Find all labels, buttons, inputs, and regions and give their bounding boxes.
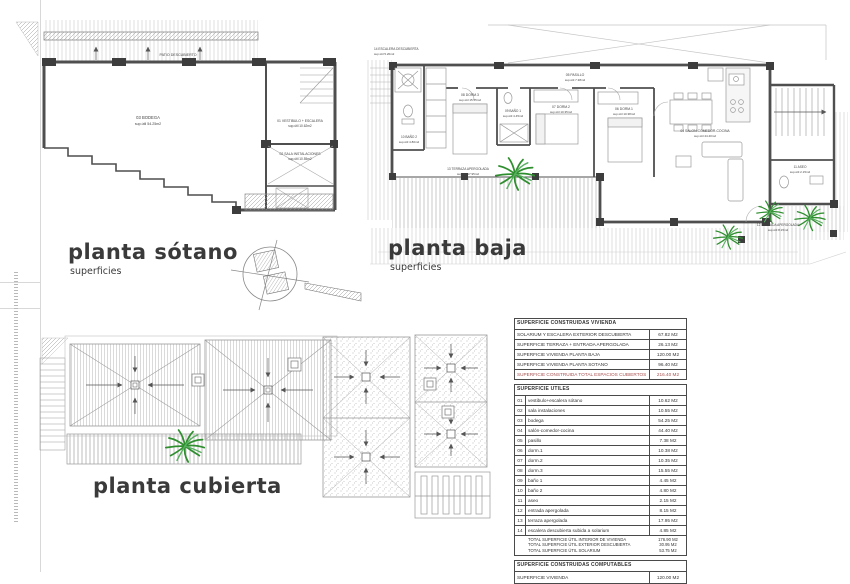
svg-text:sup.útil 5.20m2: sup.útil 5.20m2	[374, 52, 395, 56]
room-label-aseo: 11 ASEO	[793, 165, 807, 169]
table-row: 10 baño 2 4.80 M2	[514, 486, 687, 496]
room-label-salon: 04 SALON-COMEDOR-COCINA	[680, 129, 730, 133]
table-header-utiles: SUPERFICIE UTILES	[514, 384, 687, 396]
table-row-total-construida: SUPERFICIE CONSTRUIDA TOTAL ESPACIOS CUBIERTOS 216.40 M2	[514, 370, 687, 380]
title-planta-sotano: planta sótano	[68, 240, 238, 264]
ramp-hatch	[16, 22, 38, 56]
roof-block-b	[415, 335, 487, 467]
north-compass	[225, 238, 375, 318]
surfaces-table	[514, 318, 687, 584]
room-label-dorm1: 06 DORM.1	[615, 107, 633, 111]
table-header-construidas: SUPERFICIE CONSTRUIDAS VIVIENDA	[514, 318, 687, 330]
table-row: 08 dorm.3 15.55 M2	[514, 466, 687, 476]
table-row: 07 dorm.2 10.35 M2	[514, 456, 687, 466]
room-label-pasillo: 05 PASILLO	[565, 73, 585, 77]
table-row-computables: SUPERFICIE VIVIENDA 120.00 M2	[514, 572, 687, 584]
table-row: 04 salón-comedor-cocina 44.40 M2	[514, 426, 687, 436]
pergola-grid	[415, 472, 490, 518]
table-header-computables: SUPERFICIE CONSTRUIDAS COMPUTABLES	[514, 560, 687, 572]
roof-projection-lines	[488, 25, 826, 63]
table-row: 09 baño 1 4.45 M2	[514, 476, 687, 486]
room-label-entrada: 12 ENTRADA APERGOLADA	[756, 223, 800, 227]
svg-text:sup.útil 44.40m2: sup.útil 44.40m2	[693, 134, 717, 138]
plan-sotano-drawing	[8, 16, 343, 241]
table-row: SUPERFICIE TERRAZA + ENTRADA APERGOLADA 26.13 M2	[514, 340, 687, 350]
exterior-stair-hatch	[245, 194, 333, 210]
room-label-escalera: 14 ESCALERA DESCUBIERTA	[374, 47, 419, 51]
retaining-wall	[44, 32, 258, 40]
table-row: 02 sala instalaciones 10.55 M2	[514, 406, 687, 416]
svg-text:sup.útil 2.15m2: sup.útil 2.15m2	[789, 170, 811, 174]
roof-block-a	[323, 337, 410, 497]
svg-text:sup.útil 17.95m2: sup.útil 17.95m2	[456, 172, 480, 176]
table-row: SUPERFICIE VIVIENDA PLANTA BAJA 120.00 M2	[514, 350, 687, 360]
svg-text:sup.útil 4.80m2: sup.útil 4.80m2	[398, 140, 420, 144]
sotano-stairs	[300, 68, 333, 103]
title-planta-baja: planta baja	[388, 236, 527, 260]
plan-cubierta-drawing	[28, 322, 510, 570]
sheet-frame-tick2	[0, 308, 40, 309]
annex-stairs	[774, 88, 826, 136]
subtitle-sotano: superficies	[70, 266, 122, 277]
table-row: 01 vestibulo+escalera sótano 10.62 M2	[514, 396, 687, 406]
table-row: 06 dorm.1 10.38 M2	[514, 446, 687, 456]
sotano-room-labels	[135, 115, 324, 161]
svg-text:sup.útil 7.38m2: sup.útil 7.38m2	[564, 78, 586, 82]
table-row: 14 escalera descubierta subida a solarium 4.85 M2	[514, 526, 687, 536]
room-label-terraza: 13 TERRAZA APERGOLADA	[447, 167, 489, 171]
patio-label: PATIO DESCUBIERTO	[159, 53, 197, 57]
roof-panel-1	[70, 344, 200, 426]
svg-text:sup.útil 4.45m2: sup.útil 4.45m2	[502, 114, 524, 118]
compass-arrow	[305, 283, 361, 301]
room-label-sala-instalaciones: 02 SALA INSTALACIONES	[279, 152, 321, 156]
table-totals-utiles: TOTAL SUPERFICIE ÚTIL INTERIOR DE VIVIENDA 176.90 M2 TOTAL SUPERFICIE ÚTIL EXTERIOR DESCUBIERTA 30.95 M2 TOTAL SUPERFICIE ÚTIL SOLARIUM 53.75 M2	[514, 536, 687, 556]
table-row: SOLARIUM Y ESCALERA EXTERIOR DESCUBIERTA 67.82 M2	[514, 330, 687, 340]
sheet-frame-tick	[0, 282, 40, 283]
roof-panel-2	[205, 340, 331, 440]
svg-text:sup.útil 54.25m2: sup.útil 54.25m2	[134, 122, 162, 126]
room-label-vestibulo: 01 VESTIBULO + ESCALERA	[277, 119, 323, 123]
svg-text:sup.útil 10.38m2: sup.útil 10.38m2	[612, 112, 636, 116]
room-label-dorm2: 07 DORM.2	[552, 105, 570, 109]
room-label-bano1: 09 BAÑO 1	[504, 109, 522, 113]
table-row: SUPERFICIE VIVIENDA PLANTA SOTANO 96.40 M2	[514, 360, 687, 370]
subtitle-baja: superficies	[390, 262, 442, 273]
svg-text:sup.útil 8.15m2: sup.útil 8.15m2	[767, 228, 789, 232]
table-row: 13 terraza apergolada 17.95 M2	[514, 516, 687, 526]
margin-annotation-strip	[14, 272, 18, 522]
svg-text:sup.útil 15.55m2: sup.útil 15.55m2	[458, 98, 482, 102]
title-planta-cubierta: planta cubierta	[93, 474, 282, 498]
patio-paving	[44, 20, 258, 62]
room-label-bodega: 03 BODEGA	[136, 115, 160, 120]
svg-text:sup.útil 10.35m2: sup.útil 10.35m2	[549, 110, 573, 114]
cubierta-stairs	[40, 358, 65, 450]
svg-text:sup.útil 10.55m2: sup.útil 10.55m2	[288, 157, 312, 161]
table-row: 05 pasillo 7.38 M2	[514, 436, 687, 446]
table-row: 12 entrada apergolada 8.15 M2	[514, 506, 687, 516]
salon-fill	[600, 177, 770, 222]
room-label-dorm3: 08 DORM.3	[461, 93, 479, 97]
annex-fill	[770, 76, 834, 204]
plan-baja-drawing	[358, 16, 850, 271]
room-label-bano2: 10 BAÑO 2	[400, 135, 418, 139]
table-row: 11 aseo 2.15 M2	[514, 496, 687, 506]
svg-text:sup.útil 10.62m2: sup.útil 10.62m2	[288, 124, 312, 128]
table-row: 03 bodega 54.25 M2	[514, 416, 687, 426]
